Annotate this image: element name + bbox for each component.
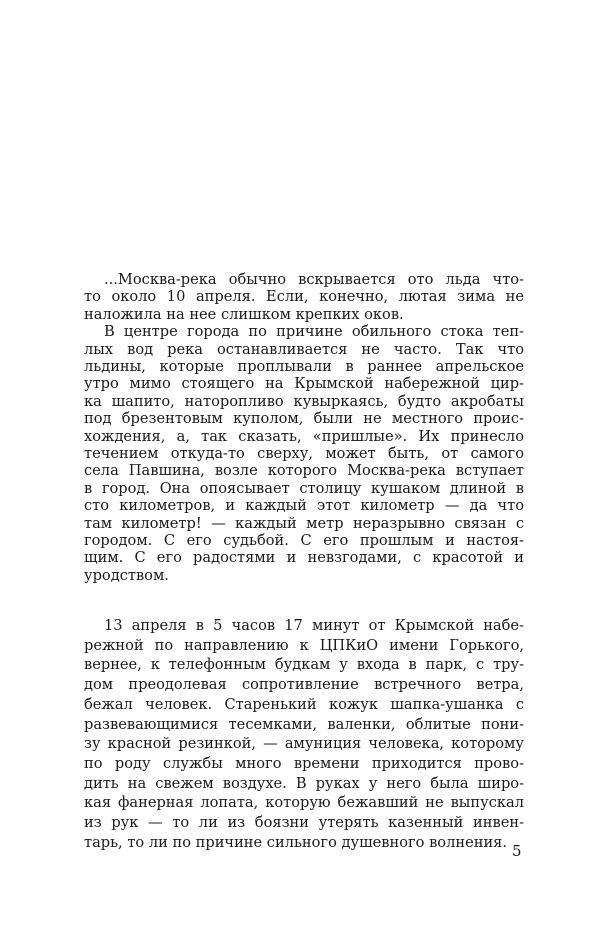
text-line: городом. С его судьбой. С его прошлым и настоя- — [84, 532, 524, 549]
text-line: по роду службы много времени приходится прово- — [84, 754, 524, 772]
text-line: вернее, к телефонным будкам у входа в парк, с тру- — [84, 656, 524, 674]
text-line: под брезентовым куполом, были не местного проис- — [84, 410, 524, 428]
text-line: режной по направлению к ЦПКиО имени Горького, — [84, 636, 524, 654]
text-line: В центре города по причине обильного стока теп- — [104, 323, 524, 341]
text-line: из рук — то ли из боязни утерять казенный инвен- — [84, 814, 524, 831]
text-line: ...Москва-река обычно вскрывается ото льда что- — [104, 271, 524, 288]
text-line: хождения, а, так сказать, «пришлые». Их принесло — [84, 427, 524, 445]
text-line: то около 10 апреля. Если, конечно, лютая зима не — [84, 288, 524, 306]
text-line: там километр! — каждый метр неразрывно связан с — [84, 514, 524, 532]
text-line: села Павшина, возле которого Москва-река вступает — [84, 462, 524, 480]
text-line: дить на свежем воздухе. В руках у него была широ- — [84, 774, 524, 792]
text-line: лых вод река останавливается не часто. Так что — [84, 340, 524, 358]
text-line: щим. С его радостями и невзгодами, с красотой и — [84, 549, 524, 567]
text-line: течением откуда-то сверху, может быть, от самого — [84, 445, 524, 462]
text-line: тарь, то ли по причине сильного душевного волнения. — [84, 833, 508, 851]
text-line: уродством. — [84, 566, 169, 584]
text-line: утро мимо стоящего на Крымской набережной цир- — [84, 375, 524, 393]
text-line: 13 апреля в 5 часов 17 минут от Крымской набе- — [104, 617, 524, 634]
page-number: 5 — [512, 842, 522, 860]
text-line: кая фанерная лопата, которую бежавший не выпускал — [84, 794, 524, 812]
text-line: ка шапито, наторопливо кувыркаясь, будто акробаты — [84, 392, 524, 410]
text-line: бежал человек. Старенький кожук шапка-ушанка с — [84, 695, 524, 713]
text-line: сто километров, и каждый этот километр — да что — [84, 497, 524, 515]
text-line: наложила на нее слишком крепких оков. — [84, 305, 404, 323]
text-line: зу красной резинкой, — амуниция человека, которому — [84, 735, 524, 753]
text-line: развевающимися тесемками, валенки, облитые пони- — [84, 715, 524, 733]
text-line: в город. Она опоясывает столицу кушаком длиной в — [84, 479, 524, 497]
text-line: дом преодолевая сопротивление встречного ветра, — [84, 676, 524, 694]
text-line: льдины, которые проплывали в раннее апрельское — [84, 358, 524, 375]
